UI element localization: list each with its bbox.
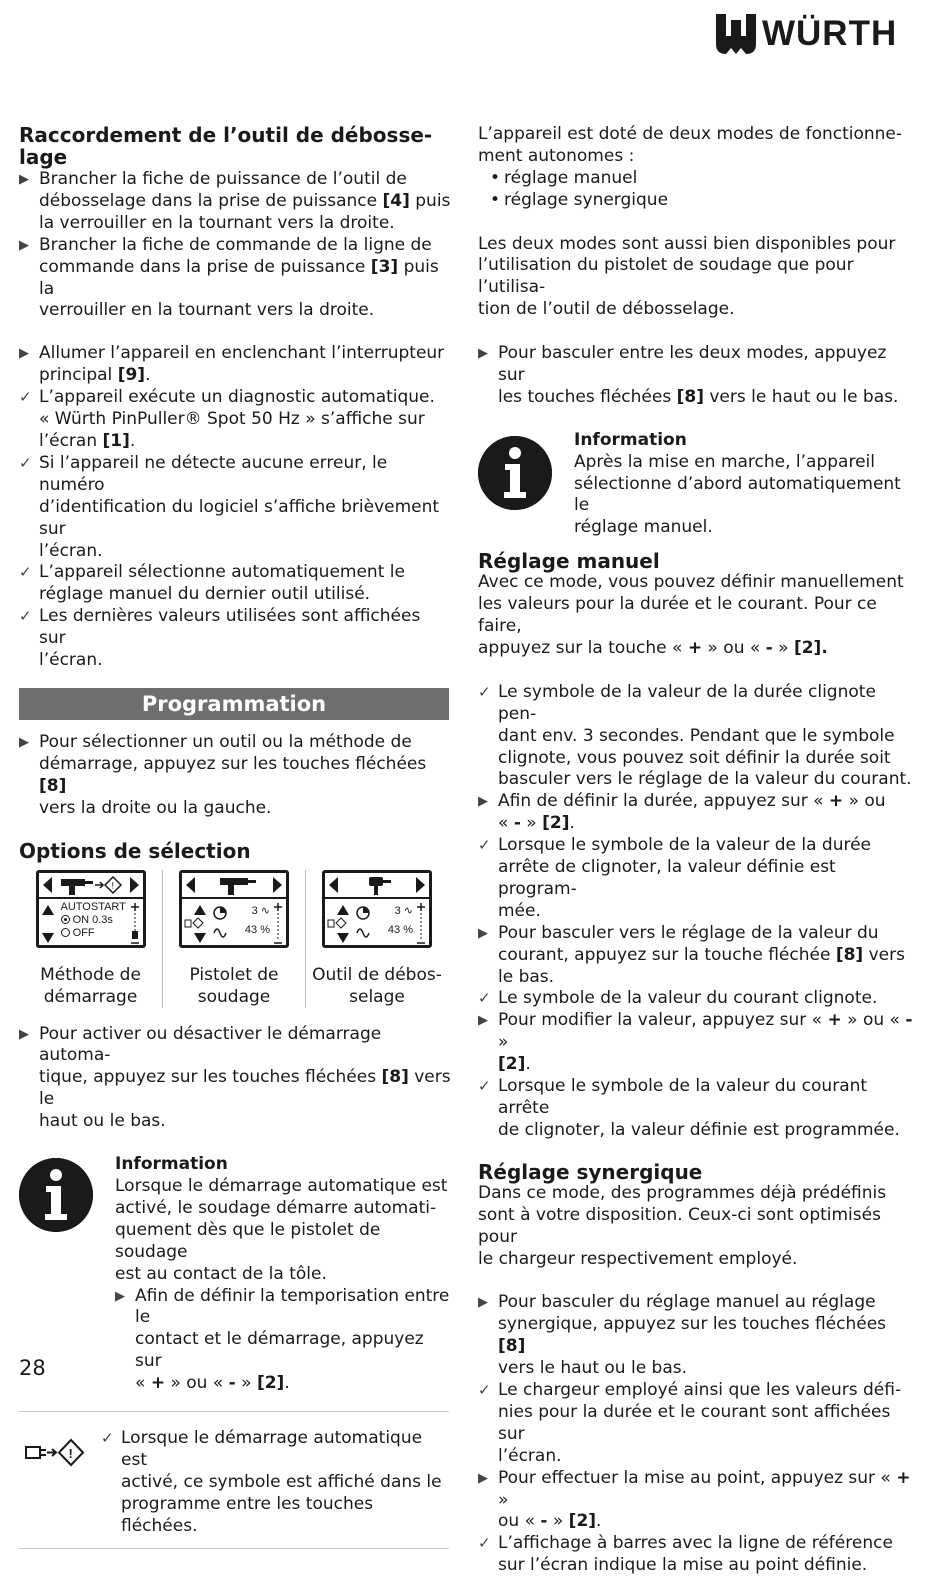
divider bbox=[19, 1548, 449, 1549]
info-icon bbox=[19, 1158, 93, 1232]
bullet-icon: • bbox=[490, 189, 501, 210]
checkmark-icon: ✓ bbox=[478, 1380, 491, 1399]
checkmark-icon: ✓ bbox=[478, 1077, 491, 1096]
modes-availability: Les deux modes sont aussi bien disponibles pour l’utilisation du pistolet de soudage que pour l’utilisa- tion de l’outil de débosselage. bbox=[478, 233, 896, 320]
checkmark-icon: ✓ bbox=[478, 989, 491, 1008]
lcd-display bbox=[322, 870, 432, 948]
lcd-display bbox=[179, 870, 289, 948]
list-item: ✓ Les dernières valeurs utilisées sont affichées sur l’écran. bbox=[19, 606, 421, 671]
info-box-autostart: Information Lorsque le démarrage automatique est activé, le soudage démarre automati- quement dès que le pistolet de soudage est au contact de la tôle. ▶ Afin de définir la temporisation entre le contact et le démarrage, appuyez sur « + » ou « - » [2]. bbox=[19, 1154, 451, 1395]
lcd-off-label: OFF bbox=[72, 926, 95, 939]
play-arrow-icon: ▶ bbox=[478, 1295, 488, 1311]
checkmark-icon: ✓ bbox=[101, 1429, 114, 1448]
list-item: • réglage manuel bbox=[490, 167, 638, 188]
checkmark-icon: ✓ bbox=[19, 607, 32, 626]
wurth-logo bbox=[716, 12, 897, 56]
list-item: ✓ Le chargeur employé ainsi que les valeurs défi- nies pour la durée et le courant sont affichées sur l’écran. bbox=[478, 1379, 902, 1466]
svg-text:!: ! bbox=[111, 880, 114, 891]
info-title: Information bbox=[574, 429, 687, 450]
autostart-symbol-icon bbox=[23, 1438, 85, 1468]
synergique-title: Réglage synergique bbox=[478, 1159, 703, 1184]
lcd-display bbox=[36, 870, 146, 948]
plus-minus-bar-icon bbox=[273, 903, 283, 945]
plus-minus-bar-icon bbox=[416, 903, 426, 945]
info-icon bbox=[478, 436, 552, 510]
checkmark-icon: ✓ bbox=[478, 836, 491, 855]
duration-current-icon bbox=[184, 903, 212, 945]
up-down-arrows-icon bbox=[41, 903, 55, 945]
list-item: ▶ Pour sélectionner un outil ou la méthode de démarrage, appuyez sur les touches fléchées [8] vers la droite ou la gauche. bbox=[19, 731, 427, 818]
lcd-duration-value: 3 ∿ bbox=[251, 904, 270, 917]
checkmark-icon: ✓ bbox=[19, 453, 32, 472]
screen-outil bbox=[305, 870, 448, 1008]
radio-on-icon bbox=[61, 915, 70, 924]
checkmark-icon: ✓ bbox=[478, 1534, 491, 1553]
screen-pistolet bbox=[162, 870, 305, 1008]
dent-puller-icon bbox=[325, 873, 429, 897]
timer-wave-icon bbox=[212, 905, 228, 943]
autostart-symbol-row bbox=[19, 1412, 451, 1548]
selection-screens bbox=[19, 870, 449, 1008]
play-arrow-icon: ▶ bbox=[478, 925, 488, 941]
list-item: ▶ Allumer l’appareil en enclenchant l’interrupteur principal [9]. bbox=[19, 343, 445, 386]
duration-current-icon bbox=[327, 903, 355, 945]
lcd-on-label: ON 0.3s bbox=[72, 913, 113, 926]
list-item: ▶ Pour effectuer la mise au point, appuyez sur « + » ou « - » [2]. bbox=[478, 1467, 911, 1532]
play-arrow-icon: ▶ bbox=[19, 1026, 29, 1042]
list-item: ▶ Afin de définir la temporisation entre le contact et le démarrage, appuyez sur « + » ou « - » [2]. bbox=[115, 1285, 450, 1394]
list-item: ▶ Pour activer ou désactiver le démarrage automa- tique, appuyez sur les touches fléchées [8] vers le haut ou le bas. bbox=[19, 1023, 451, 1132]
radio-off-icon bbox=[61, 928, 70, 937]
svg-text:!: ! bbox=[68, 1446, 73, 1462]
synergique-intro: Dans ce mode, des programmes déjà prédéfinis sont à votre disposition. Ceux-ci sont optimisés pour le chargeur respectivement employé. bbox=[478, 1182, 887, 1269]
list-item: ✓ Lorsque le démarrage automatique est activé, ce symbole est affiché dans le programme entre les touches fléchées. bbox=[101, 1428, 442, 1536]
list-item: ✓ Lorsque le symbole de la valeur du courant arrête de clignoter, la valeur définie est programmée. bbox=[478, 1076, 900, 1140]
tool-autostart-icon bbox=[39, 873, 143, 897]
checkmark-icon: ✓ bbox=[19, 388, 32, 407]
caption-methode: Méthode de démarrage bbox=[40, 964, 141, 1007]
list-item: ✓ Le symbole de la valeur du courant clignote. bbox=[478, 988, 878, 1009]
brand-name: WÜRTH bbox=[762, 14, 898, 53]
programmation-header: Programmation bbox=[19, 688, 449, 720]
list-item: ✓ Lorsque le symbole de la valeur de la durée arrête de clignoter, la valeur définie est program- mée. bbox=[478, 835, 872, 921]
list-item: ✓ Si l’appareil ne détecte aucune erreur, le numéro d’identification du logiciel s’affiche brièvement sur l’écran. bbox=[19, 452, 440, 561]
lcd-autostart-label: AUTOSTART bbox=[60, 900, 126, 913]
play-arrow-icon: ▶ bbox=[19, 237, 29, 253]
plus-minus-bar-icon bbox=[130, 903, 140, 945]
list-item: • réglage synergique bbox=[490, 189, 669, 210]
lcd-current-value: 43 % bbox=[387, 923, 413, 936]
right-column bbox=[478, 124, 914, 1577]
list-item: ✓ L’appareil sélectionne automatiquement le réglage manuel du dernier outil utilisé. bbox=[19, 562, 405, 605]
caption-outil: Outil de débos- selage bbox=[312, 964, 442, 1007]
manuel-intro: Avec ce mode, vous pouvez définir manuellement les valeurs pour la durée et le courant. Pour ce faire, appuyez sur la touche « + » ou « - » [2]. bbox=[478, 572, 904, 658]
play-arrow-icon: ▶ bbox=[19, 346, 29, 362]
play-arrow-icon: ▶ bbox=[19, 172, 29, 187]
left-column bbox=[19, 124, 451, 1549]
checkmark-icon: ✓ bbox=[19, 563, 32, 582]
play-arrow-icon: ▶ bbox=[478, 1013, 488, 1029]
modes-intro: L’appareil est doté de deux modes de fonctionne- ment autonomes : • réglage manuel • réglage synergique bbox=[478, 124, 914, 212]
list-item: ✓ Le symbole de la valeur de la durée clignote pen- dant env. 3 secondes. Pendant que le symbole clignote, vous pouvez soit définir la durée soit basculer vers le réglage de la valeur du courant. bbox=[478, 681, 912, 790]
timer-wave-icon bbox=[355, 905, 371, 943]
options-title: Options de sélection bbox=[19, 838, 251, 863]
checkmark-icon: ✓ bbox=[478, 682, 491, 701]
info-box-startup: Information Après la mise en marche, l’appareil sélectionne d’abord automatiquement le réglage manuel. bbox=[478, 430, 914, 540]
welding-gun-icon bbox=[182, 873, 286, 897]
raccordement-section bbox=[19, 124, 451, 322]
power-on-section bbox=[19, 343, 451, 672]
list-item: ▶ Afin de définir la durée, appuyez sur « + » ou « - » [2]. bbox=[478, 791, 886, 834]
list-item: ▶ Brancher la fiche de commande de la ligne de commande dans la prise de puissance [3] puis la verrouiller en la tournant vers la droite. bbox=[19, 234, 439, 321]
manuel-steps bbox=[478, 682, 914, 1142]
wurth-logo-mark-icon bbox=[716, 14, 756, 54]
list-item: ▶ Brancher la fiche de puissance de l’outil de débosselage dans la prise de puissance [4] puis la verrouiller en la tournant vers la droite. bbox=[19, 169, 451, 233]
screen-methode bbox=[19, 870, 162, 1008]
play-arrow-icon: ▶ bbox=[478, 346, 488, 362]
list-item: ✓ L’appareil exécute un diagnostic automatique. « Würth PinPuller® Spot 50 Hz » s’affiche sur l’écran [1]. bbox=[19, 387, 435, 451]
caption-pistolet: Pistolet de soudage bbox=[189, 964, 279, 1007]
play-arrow-icon: ▶ bbox=[115, 1288, 125, 1304]
lcd-current-value: 43 % bbox=[244, 923, 270, 936]
bullet-icon: • bbox=[490, 167, 501, 188]
play-arrow-icon: ▶ bbox=[478, 794, 488, 810]
play-arrow-icon: ▶ bbox=[478, 1470, 488, 1486]
play-arrow-icon: ▶ bbox=[19, 734, 29, 750]
list-item: ▶ Pour basculer du réglage manuel au réglage synergique, appuyez sur les touches fléchées [8] vers le haut ou le bas. bbox=[478, 1292, 887, 1379]
list-item: ▶ Pour basculer entre les deux modes, appuyez sur les touches fléchées [8] vers le haut ou le bas. bbox=[478, 343, 899, 407]
list-item: ✓ L’affichage à barres avec la ligne de référence sur l’écran indique la mise au point définie. bbox=[478, 1533, 893, 1576]
lcd-duration-value: 3 ∿ bbox=[394, 904, 413, 917]
info-title: Information bbox=[115, 1154, 228, 1175]
manuel-title: Réglage manuel bbox=[478, 549, 660, 574]
list-item: ▶ Pour modifier la valeur, appuyez sur « + » ou « - » [2]. bbox=[478, 1010, 913, 1075]
page-number: 28 bbox=[19, 1356, 46, 1380]
raccordement-title: Raccordement de l’outil de débosse- lage bbox=[19, 123, 433, 169]
synergique-steps bbox=[478, 1292, 914, 1577]
list-item: ▶ Pour basculer vers le réglage de la valeur du courant, appuyez sur la touche fléchée [8] vers le bas. bbox=[478, 922, 905, 987]
